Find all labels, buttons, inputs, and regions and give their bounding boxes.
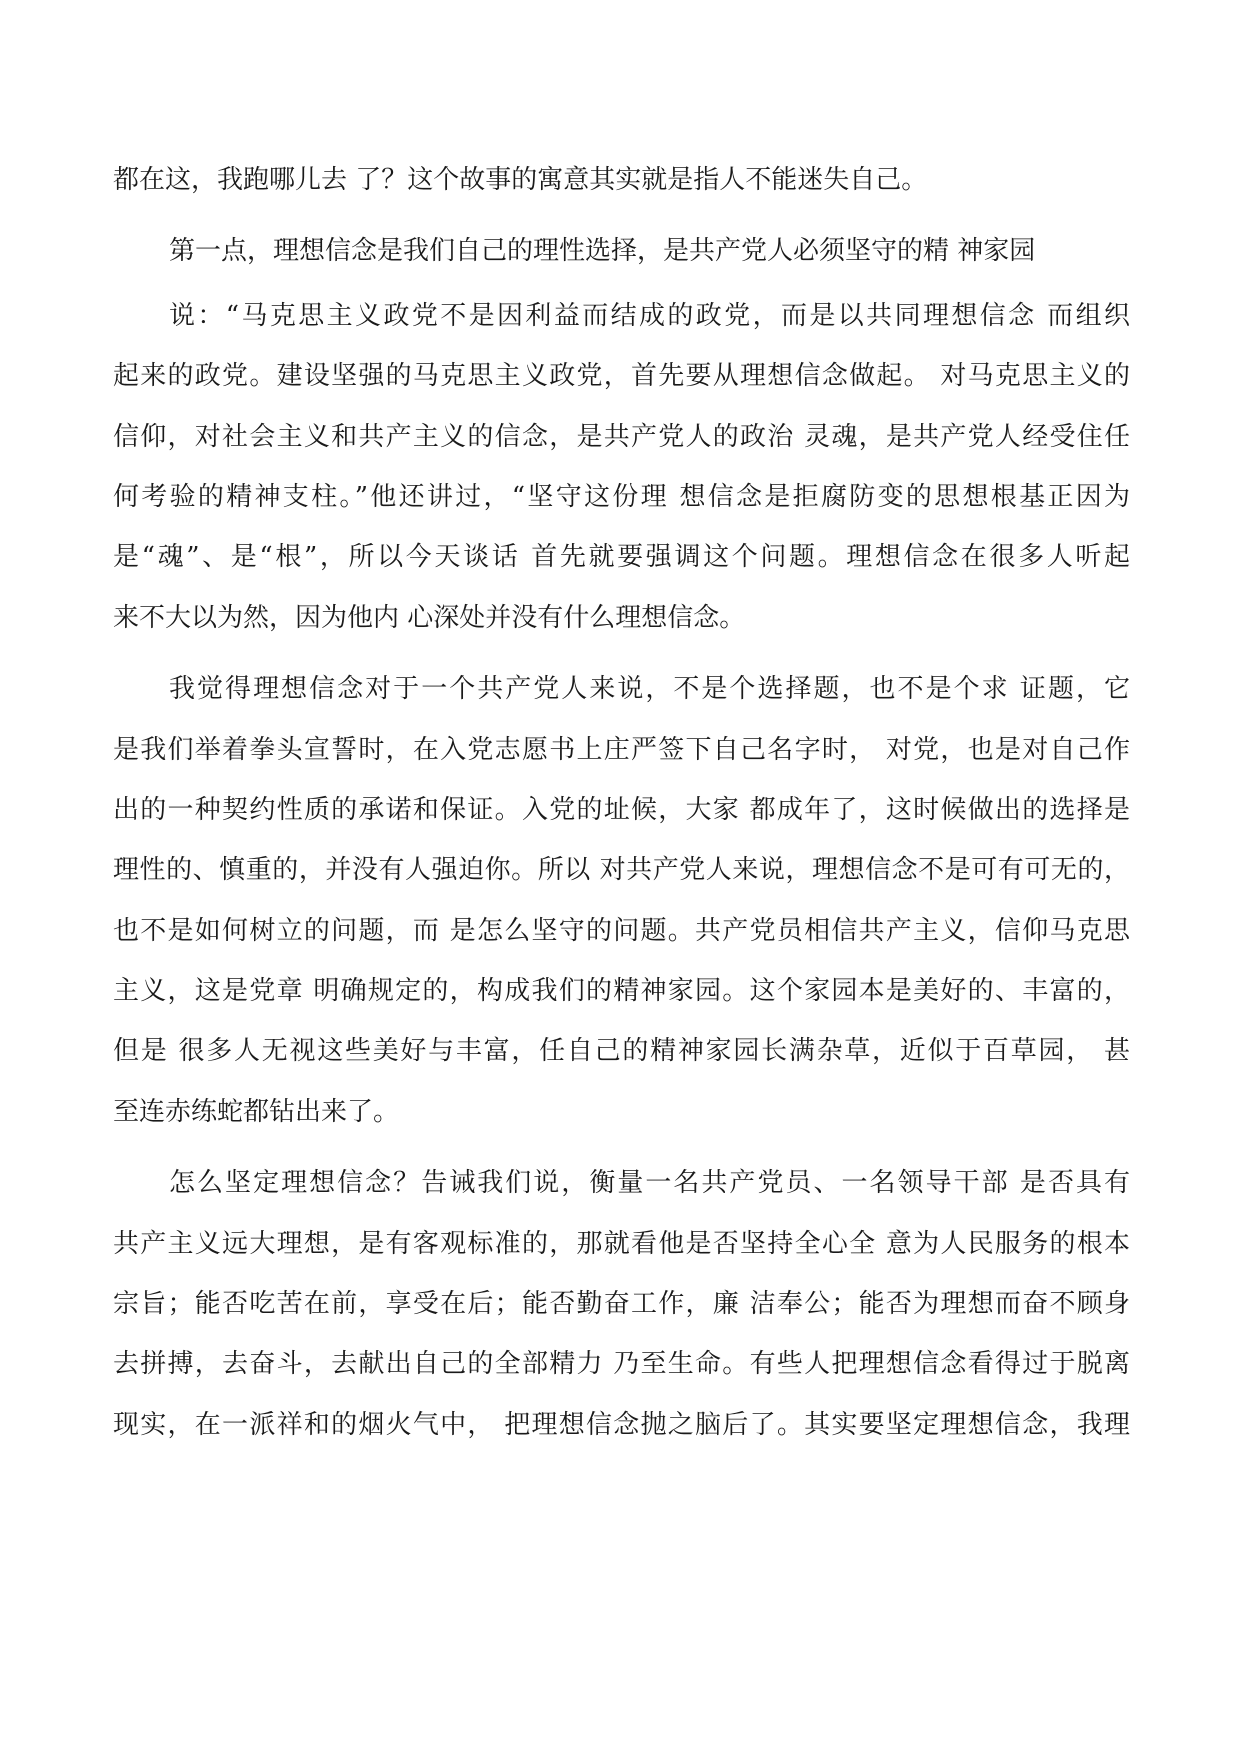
text-line: 理性的、慎重的，并没有人强迫你。所以 对共产党人来说，理想信念不是可有可无的， <box>113 855 1130 886</box>
text-line: 共产主义远大理想，是有客观标准的，那就看他是否坚持全心全 意为人民服务的根本 <box>113 1228 1130 1259</box>
text-line: 出的一种契约性质的承诺和保证。入党的址候，大家 都成年了，这时候做出的选择是 <box>113 794 1130 825</box>
paragraph <box>113 1153 1130 1455</box>
paragraph <box>113 659 1130 1142</box>
text-line: 也不是如何树立的问题，而 是怎么坚守的问题。共产党员相信共产主义，信仰马克思 <box>113 915 1130 946</box>
text-line: 怎么坚定理想信念？告诫我们说，衡量一名共产党员、一名领导干部 是否具有 <box>169 1168 1130 1199</box>
text-line: 是“魂”、是“根”，所以今天谈话 首先就要强调这个问题。理想信念在很多人听起 <box>113 542 1130 573</box>
text-line: 起来的政党。建设坚强的马克思主义政党，首先要从理想信念做起。 对马克思主义的 <box>113 361 1130 392</box>
text-line: 说：“马克思主义政党不是因利益而结成的政党，而是以共同理想信念 而组织 <box>169 300 1130 331</box>
text-line: 去拼搏，去奋斗，去献出自己的全部精力 乃至生命。有些人把理想信念看得过于脱离 <box>113 1349 1130 1380</box>
text-line: 但是 很多人无视这些美好与丰富，任自己的精神家园长满杂草，近似于百草园， 甚 <box>113 1036 1130 1067</box>
paragraph <box>113 150 1130 210</box>
paragraph <box>113 221 1130 281</box>
body-text <box>113 150 1130 1455</box>
text-line: 信仰，对社会主义和共产主义的信念，是共产党人的政治 灵魂，是共产党人经受住任 <box>113 421 1130 452</box>
text-line: 何考验的精神支柱。”他还讲过，“坚守这份理 想信念是拒腐防变的思想根基正因为 <box>113 481 1130 512</box>
text-line: 现实，在一派祥和的烟火气中， 把理想信念抛之脑后了。其实要坚定理想信念，我理 <box>113 1409 1130 1440</box>
text-line: 我觉得理想信念对于一个共产党人来说，不是个选择题，也不是个求 证题，它 <box>169 674 1130 705</box>
text-line: 至连赤练蛇都钻出来了。 <box>113 1096 400 1127</box>
text-line: 宗旨；能否吃苦在前，享受在后；能否勤奋工作，廉 洁奉公；能否为理想而奋不顾身 <box>113 1289 1130 1320</box>
text-line: 来不大以为然，因为他内 心深处并没有什么理想信念。 <box>113 602 746 633</box>
text-line: 第一点，理想信念是我们自己的理性选择，是共产党人必须坚守的精 神家园 <box>169 236 1036 267</box>
paragraph <box>113 286 1130 648</box>
text-line: 是我们举着拳头宣誓时，在入党志愿书上庄严签下自己名字时， 对党，也是对自己作 <box>113 734 1130 765</box>
text-line: 主义，这是党章 明确规定的，构成我们的精神家园。这个家园本是美好的、丰富的， <box>113 976 1130 1007</box>
text-line: 都在这，我跑哪儿去 了？这个故事的寓意其实就是指人不能迷失自己。 <box>113 165 928 195</box>
